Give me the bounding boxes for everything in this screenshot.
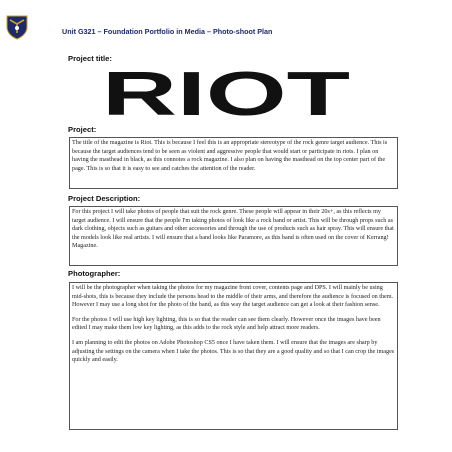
photographer-paragraph-1: I will be the photographer when taking the photos for my magazine front cover, contents page and DPS. I will mainly be using mid-shots, this is because they include the persons head to the middle of their arms, and therefore the audience is focused on them. However I may use a long shot for the photo of the band, as this way the target audience can get a look at their fashion sense. xyxy=(72,285,394,309)
project-description-label: Project Description: xyxy=(68,194,141,203)
project-label: Project: xyxy=(68,125,97,134)
photographer-paragraph-2: For the photos I will use high key lighting, this is so that the reader can see them clearly. However once the images have been edited I may make them low key lighting, as this adds to the rock style and help attract more readers. xyxy=(72,316,381,332)
photographer-text-box xyxy=(69,282,398,430)
project-text: The title of the magazine is Riot. This is because I feel this is an appropriate stereotype of the rock genre target audience. This is because the target audiences tend to be seen as violent and aggressive people that would start or participate in riots. I plan on having the masthead in black, as this connotes a rock magazine. I also plan on having the masthead on the top center part of the page. This is so that it is easy to see and catches the attention of the reader. xyxy=(72,140,388,172)
photographer-paragraph-3: I am planning to edit the photos on Adobe Photoshop CS5 once I have taken them. I will ensure that the images are sharp by adjusting the settings on the camera when I take the photos. This is so that they are a good quality and so that I can crop the images quickly and easily. xyxy=(72,339,395,364)
riot-masthead xyxy=(100,70,352,118)
description-text: For this project I will take photos of people that suit the rock genre. These people will appear in their 20s+, as this reflects my target audience. I will ensure that the people I'm taking photos of look like a rock band or artist. This will be through props such as dark clothing, objects such as guitars and other accessories and through the use of products such as hair spray. This will ensure that the models look like real artists. I will ensure that a band looks like Paramore, as this band is often used on the cover of Kerrang! Magazine. xyxy=(72,209,394,250)
project-title-label: Project title: xyxy=(68,54,112,63)
masthead-text: RIOT xyxy=(102,70,351,118)
school-crest-icon xyxy=(6,14,28,40)
photographer-label: Photographer: xyxy=(68,269,121,278)
description-text-box xyxy=(69,206,398,266)
project-text-box xyxy=(69,137,398,189)
page-header-title: Unit G321 – Foundation Portfolio in Media – Photo-shoot Plan xyxy=(62,27,273,36)
